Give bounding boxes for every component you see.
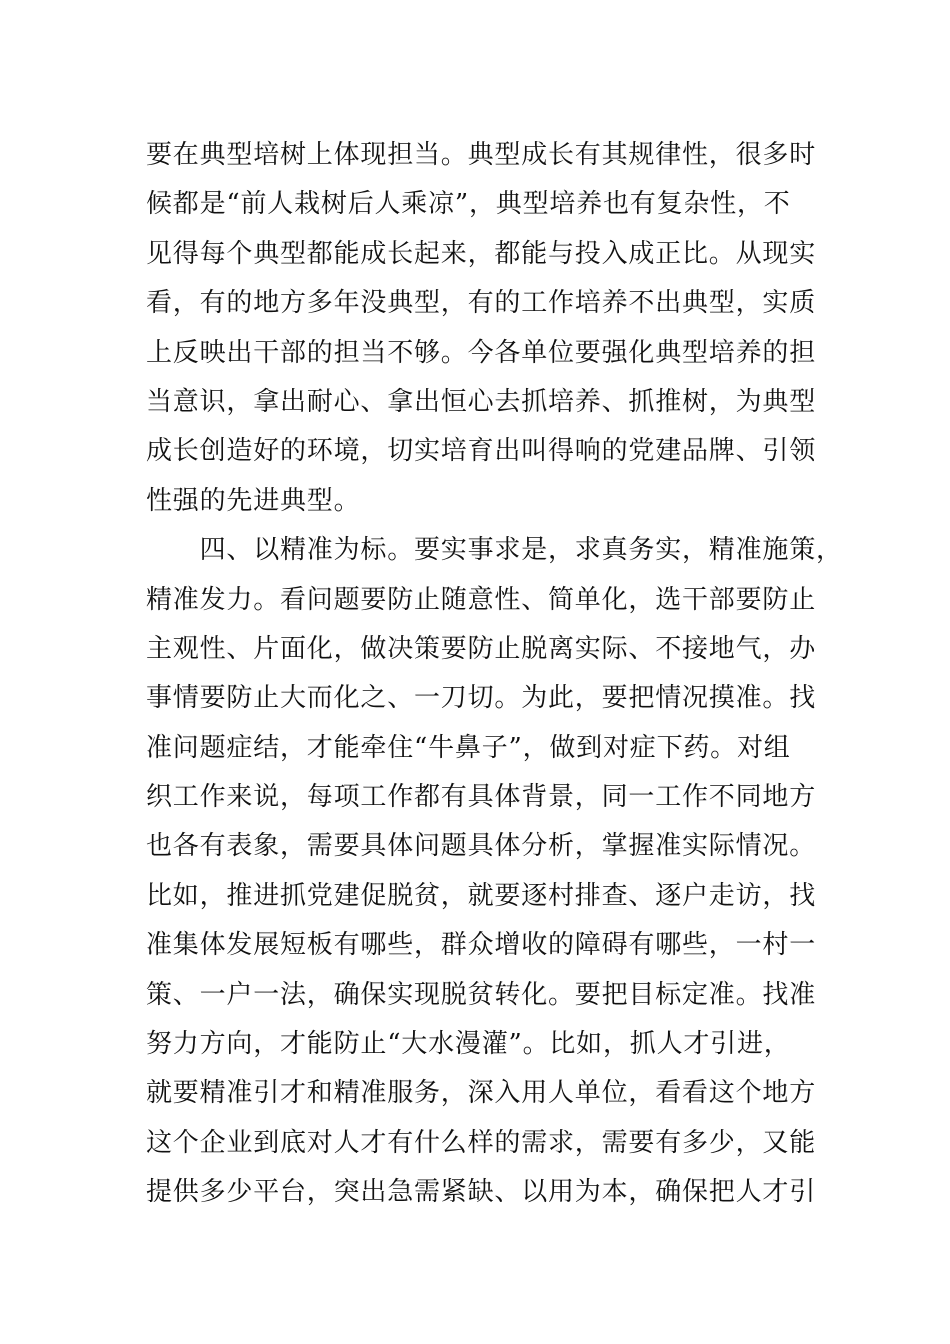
text-line: 主观性、片面化，做决策要防止脱离实际、不接地气，办 (146, 633, 817, 664)
text-line: 见得每个典型都能成长起来，都能与投入成正比。从现实 (146, 238, 817, 269)
text-line: 就要精准引才和精准服务，深入用人单位，看看这个地方 (146, 1078, 817, 1109)
document-body (146, 131, 843, 1218)
text-line: 织工作来说，每项工作都有具体背景，同一工作不同地方 (146, 782, 817, 813)
text-line: 努力方向，才能防止“大水漫灌”。比如，抓人才引进， (146, 1029, 791, 1060)
section-heading-line: 四、以精准为标。要实事求是，求真务实，精准施策， (146, 535, 843, 566)
text-line: 上反映出干部的担当不够。今各单位要强化典型培养的担 (146, 337, 817, 368)
text-line: 这个企业到底对人才有什么样的需求，需要有多少，又能 (146, 1127, 817, 1158)
text-line: 看，有的地方多年没典型，有的工作培养不出典型，实质 (146, 288, 817, 319)
text-line: 精准发力。看问题要防止随意性、简单化，选干部要防止 (146, 584, 817, 615)
text-line: 也各有表象，需要具体问题具体分析，掌握准实际情况。 (146, 831, 817, 862)
text-line: 准集体发展短板有哪些，群众增收的障碍有哪些，一村一 (146, 930, 817, 961)
text-line: 准问题症结，才能牵住“牛鼻子”，做到对症下药。对组 (146, 732, 791, 763)
text-line: 要在典型培树上体现担当。典型成长有其规律性，很多时 (146, 140, 817, 170)
text-line: 事情要防止大而化之、一刀切。为此，要把情况摸准。找 (146, 683, 817, 714)
text-line: 候都是“前人栽树后人乘凉”，典型培养也有复杂性，不 (146, 189, 791, 220)
text-line: 当意识，拿出耐心、拿出恒心去抓培养、抓推树，为典型 (146, 386, 817, 417)
text-line: 成长创造好的环境，切实培育出叫得响的党建品牌、引领 (146, 436, 817, 467)
text-line: 比如，推进抓党建促脱贫，就要逐村排查、逐户走访，找 (146, 880, 817, 911)
text-line: 策、一户一法，确保实现脱贫转化。要把目标定准。找准 (146, 979, 817, 1010)
text-line: 提供多少平台，突出急需紧缺、以用为本，确保把人才引 (146, 1177, 817, 1208)
text-line: 性强的先进典型。 (146, 485, 361, 516)
